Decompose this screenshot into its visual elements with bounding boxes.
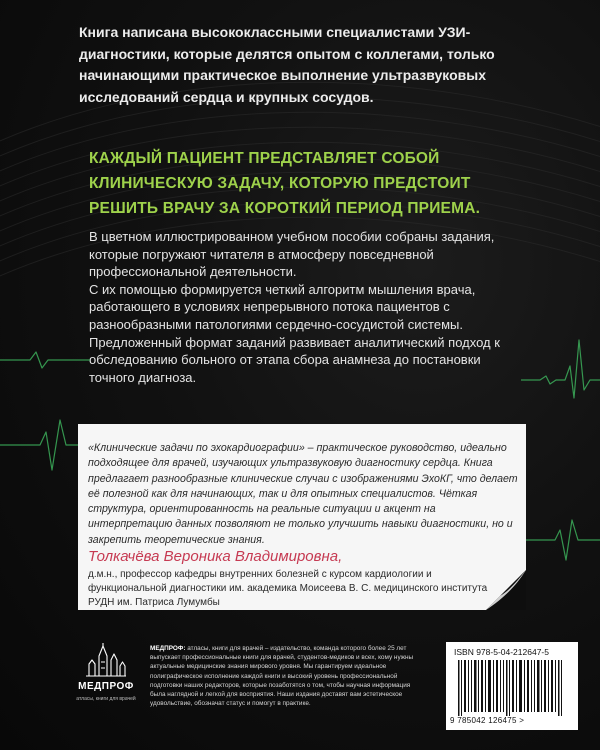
intro-text: Книга написана высококлассными специалистами УЗИ-диагностики, которые делятся опытом с коллегами, только начинающими практическое выполнение ультразвуковых исследований сердца и крупных сосудов. <box>79 24 495 105</box>
publisher-logo-tagline: атласы, книги для врачей <box>76 696 136 702</box>
review-author-bio: д.м.н., профессор кафедры внутренних болезней с курсом кардиологии и функциональной диагностики им. академика Моисеева В. С. медицинского института РУДН им. Патриса Лумумбы <box>88 569 488 609</box>
barcode-bars <box>454 660 570 716</box>
review-author-name: Толкачёва Вероника Владимировна, <box>88 548 343 565</box>
slogan: КАЖДЫЙ ПАЦИЕНТ ПРЕДСТАВЛЯЕТ СОБОЙ КЛИНИЧЕСКУЮ ЗАДАЧУ, КОТОРУЮ ПРЕДСТОИТ РЕШИТЬ ВРАЧУ ЗА КОРОТКИЙ ПЕРИОД ПРИЕМА. <box>89 150 481 217</box>
review-quote: «Клинические задачи по эхокардиографии» – практическое руководство, идеально подходящее для врачей, изучающих ультразвуковую диагностику сердца. Книга предлагает разнообразные клинические случаи с изображениями ЭхоКГ, что делает её полезной как для начинающих, так и для опытных специалистов. Чёткая структура, ориентированность на реальные ситуации и акцент на интерпретацию данных позволяют не только улучшить навыки диагностики, но и закрепить теоретические знания. <box>88 442 518 546</box>
isbn-barcode <box>446 642 578 730</box>
publisher-about-text: атласы, книги для врачей – издательство, команда которого более 25 лет выпускает профессиональные книги для врачей, студентов-медиков и всех, кому нужны актуальные медицинские знания мирового уровня. Мы гарантируем идеальное полиграфическое исполнение каждой книги и высокий уровень профессиональной подготовки наших редакторов, которые позаботятся о том, чтобы научная информация была наглядной и легкой для восприятия. Наши издания доставят вам эстетическое удовольствие, обозначат статус и помогут в практике. <box>150 645 414 708</box>
description-paragraph-2: С их помощью формируется четкий алгоритм мышления врача, работающего в условиях непрерывного потока пациентов с разнообразными патологиями сердечно-сосудистой системы. Предложенный формат заданий развивает аналитический подход к обследованию больного от этапа сбора анамнеза до постановки точного диагноза. <box>89 281 500 385</box>
description-paragraph-1: В цветном иллюстрированном учебном пособии собраны задания, которые погружают читателя в атмосферу повседневной профессиональной деятельности. <box>89 229 495 280</box>
publisher-about-brand: МЕДПРОФ: <box>150 645 186 652</box>
publisher-logo-name: МЕДПРОФ <box>78 681 134 692</box>
isbn-number: ISBN 978-5-04-212647-5 <box>454 647 549 657</box>
barcode-digits: 9 785042 126475 > <box>450 716 525 725</box>
publisher-logo <box>76 636 136 720</box>
kremlin-skyline-icon <box>84 642 128 678</box>
publisher-about <box>150 644 422 708</box>
review-card <box>78 424 526 610</box>
page-curl-decoration <box>486 570 526 610</box>
